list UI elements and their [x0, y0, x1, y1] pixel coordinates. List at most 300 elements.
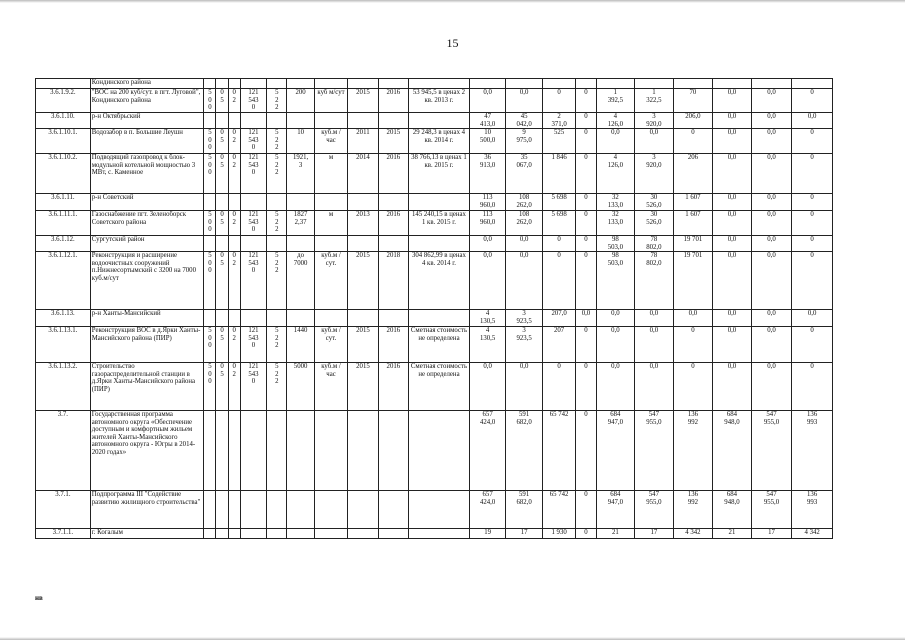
cell-code-4	[240, 113, 266, 129]
cell-code-3	[228, 113, 240, 129]
cell-unit: куб.м / час	[314, 129, 347, 154]
table-row	[36, 154, 833, 194]
cell-row-number: 3.6.1.12.	[36, 236, 91, 252]
cell-value-5: 4 126,0	[596, 154, 635, 194]
cell-value-3: 65 742	[542, 491, 575, 529]
cell-row-number: 3.6.1.12.1.	[36, 252, 91, 310]
cell-row-name: Сургутский район	[90, 236, 204, 252]
cell-value-5: 21	[596, 529, 635, 539]
cell-value-10: 0	[792, 154, 833, 194]
cell-year-start	[348, 411, 378, 491]
cell-code-2: 0 5	[216, 211, 228, 236]
cell-code-4	[240, 236, 266, 252]
cell-year-start	[348, 236, 378, 252]
cell-year-start	[348, 194, 378, 211]
cell-estimated-cost	[409, 194, 470, 211]
cell-year-end	[378, 113, 408, 129]
cell-value-7: 0	[673, 363, 713, 411]
cell-value-6: 17	[635, 529, 674, 539]
cell-unit: м	[314, 211, 347, 236]
cell-unit: м	[314, 154, 347, 194]
cell-year-end: 2016	[378, 327, 408, 363]
table-row	[36, 529, 833, 539]
cell-year-end	[378, 79, 408, 89]
cell-year-end	[378, 236, 408, 252]
cell-value-9: 0,0	[751, 154, 792, 194]
cell-value-9: 0,0	[751, 89, 792, 113]
cell-row-name: Реконструкция и расширение водоочистных сооружений п.Нижнесортымский с 3200 на 7000 куб.м/сут	[90, 252, 204, 310]
cell-value-6: 30 526,0	[635, 211, 674, 236]
cell-capacity: 5000	[287, 363, 314, 411]
cell-row-number: 3.6.1.11.1.	[36, 211, 91, 236]
cell-estimated-cost: 29 248,3 в ценах 4 кв. 2014 г.	[409, 129, 470, 154]
cell-capacity: до 7000	[287, 252, 314, 310]
cell-value-1: 0,0	[469, 363, 506, 411]
cell-value-2: 591 682,0	[506, 411, 543, 491]
cell-value-5: 32 133,0	[596, 211, 635, 236]
cell-value-3: 1 846	[542, 154, 575, 194]
cell-value-10: 136 993	[792, 491, 833, 529]
cell-value-7: 0	[673, 129, 713, 154]
cell-row-number: 3.6.1.11.	[36, 194, 91, 211]
table-row	[36, 113, 833, 129]
cell-unit	[314, 491, 347, 529]
cell-value-4: 0	[576, 252, 596, 310]
cell-code-1: 5 0 0	[204, 363, 216, 411]
cell-value-3: 1 930	[542, 529, 575, 539]
cell-row-name: р-н Октябрьский	[90, 113, 204, 129]
cell-capacity	[287, 236, 314, 252]
cell-unit: куб.м / сут.	[314, 327, 347, 363]
table-row	[36, 363, 833, 411]
cell-capacity	[287, 310, 314, 327]
cell-value-2	[506, 79, 543, 89]
cell-value-8: 0,0	[713, 129, 752, 154]
cell-value-9: 0,0	[751, 252, 792, 310]
cell-value-8: 0,0	[713, 211, 752, 236]
cell-value-10: 0	[792, 129, 833, 154]
cell-capacity: 1827 2,37	[287, 211, 314, 236]
cell-code-4: 121 543 0	[240, 252, 266, 310]
cell-estimated-cost	[409, 79, 470, 89]
cell-code-1	[204, 529, 216, 539]
cell-row-name: р-н Советский	[90, 194, 204, 211]
cell-value-7: 1 607	[673, 194, 713, 211]
cell-row-number	[36, 79, 91, 89]
cell-year-end	[378, 411, 408, 491]
cell-code-2	[216, 491, 228, 529]
cell-code-1	[204, 113, 216, 129]
cell-value-5: 4 126,0	[596, 113, 635, 129]
cell-value-7: 4 342	[673, 529, 713, 539]
cell-year-end	[378, 529, 408, 539]
cell-row-number: 3.6.1.13.2.	[36, 363, 91, 411]
table-row	[36, 79, 833, 89]
cell-row-name: Подпрограмма III "Содействие развитию жилищного строительства"	[90, 491, 204, 529]
cell-row-name: Подводящий газопровод к блок-модульной котельной мощностью 3 МВт, с. Каменное	[90, 154, 204, 194]
cell-unit: куб.м / час	[314, 363, 347, 411]
cell-value-7: 0,0	[673, 310, 713, 327]
cell-capacity: 1440	[287, 327, 314, 363]
cell-year-start	[348, 529, 378, 539]
cell-value-10: 4 342	[792, 529, 833, 539]
cell-value-2: 3 923,5	[506, 310, 543, 327]
table-row	[36, 194, 833, 211]
cell-code-5: 5 2 2	[267, 327, 287, 363]
cell-code-3: 0 2	[228, 89, 240, 113]
cell-code-1: 5 0 0	[204, 154, 216, 194]
cell-estimated-cost	[409, 529, 470, 539]
cell-value-4: 0	[576, 363, 596, 411]
cell-code-5: 5 2 2	[267, 89, 287, 113]
cell-value-2: 108 262,0	[506, 194, 543, 211]
cell-code-4	[240, 79, 266, 89]
cell-value-8: 0,0	[713, 252, 752, 310]
cell-code-3: 0 2	[228, 363, 240, 411]
cell-value-10: 0	[792, 252, 833, 310]
cell-value-4: 0	[576, 491, 596, 529]
cell-estimated-cost: 304 862,99 в ценах 4 кв. 2014 г.	[409, 252, 470, 310]
cell-row-name: Реконструкция ВОС в д.Ярки Ханты-Мансийского района (ПИР)	[90, 327, 204, 363]
cell-row-name: Государственная программа автономного округа «Обеспечение доступным и комфортным жильем жителей Ханты-Мансийского автономного округа - Югры в 2014-2020 годах»	[90, 411, 204, 491]
cell-unit	[314, 79, 347, 89]
cell-value-1: 113 960,0	[469, 211, 506, 236]
cell-code-5	[267, 310, 287, 327]
cell-value-9: 0,0	[751, 327, 792, 363]
cell-value-10: 0	[792, 211, 833, 236]
cell-code-4	[240, 491, 266, 529]
cell-value-8: 0,0	[713, 154, 752, 194]
cell-value-8	[713, 79, 752, 89]
cell-row-name: Кондинского района	[90, 79, 204, 89]
cell-value-6: 30 526,0	[635, 194, 674, 211]
cell-value-10: 0	[792, 363, 833, 411]
cell-value-10: 0	[792, 327, 833, 363]
cell-value-6: 78 802,0	[635, 252, 674, 310]
cell-row-number: 3.7.1.1.	[36, 529, 91, 539]
cell-value-1: 0,0	[469, 252, 506, 310]
cell-estimated-cost: Сметная стоимость не определена	[409, 327, 470, 363]
cell-value-8: 0,0	[713, 89, 752, 113]
cell-value-7: 136 992	[673, 411, 713, 491]
cell-code-2	[216, 310, 228, 327]
cell-capacity	[287, 411, 314, 491]
cell-estimated-cost: Сметная стоимость не определена	[409, 363, 470, 411]
cell-value-7: 19 701	[673, 236, 713, 252]
cell-year-end	[378, 491, 408, 529]
cell-row-number: 3.6.1.10.	[36, 113, 91, 129]
cell-code-5	[267, 491, 287, 529]
cell-unit	[314, 113, 347, 129]
cell-value-3: 0	[542, 236, 575, 252]
cell-code-4: 121 543 0	[240, 211, 266, 236]
cell-value-6: 78 802,0	[635, 236, 674, 252]
cell-code-2	[216, 236, 228, 252]
cell-year-start: 2013	[348, 211, 378, 236]
cell-value-8: 684 948,0	[713, 411, 752, 491]
cell-value-2: 35 067,0	[506, 154, 543, 194]
cell-value-10: 0	[792, 89, 833, 113]
cell-code-1: 5 0 0	[204, 327, 216, 363]
cell-value-2: 0,0	[506, 236, 543, 252]
cell-value-2: 17	[506, 529, 543, 539]
cell-year-end: 2016	[378, 154, 408, 194]
cell-code-1	[204, 194, 216, 211]
cell-value-9: 0,0	[751, 363, 792, 411]
cell-capacity	[287, 79, 314, 89]
cell-capacity	[287, 529, 314, 539]
cell-unit	[314, 310, 347, 327]
cell-value-10: 136 993	[792, 411, 833, 491]
cell-value-4: 0	[576, 327, 596, 363]
cell-value-4: 0,0	[576, 310, 596, 327]
cell-value-1: 0,0	[469, 236, 506, 252]
cell-value-8: 0,0	[713, 236, 752, 252]
cell-code-2: 0 5	[216, 327, 228, 363]
cell-row-name: Водозабор в п. Большие Леушн	[90, 129, 204, 154]
cell-row-number: 3.6.1.10.1.	[36, 129, 91, 154]
cell-value-7: 136 992	[673, 491, 713, 529]
cell-code-4	[240, 529, 266, 539]
footer-mark: нв	[35, 594, 43, 602]
cell-code-3	[228, 411, 240, 491]
cell-code-3: 0 2	[228, 211, 240, 236]
cell-code-4	[240, 310, 266, 327]
cell-code-1	[204, 411, 216, 491]
cell-value-8: 0,0	[713, 327, 752, 363]
cell-value-5: 98 503,0	[596, 252, 635, 310]
cell-value-7: 206,0	[673, 113, 713, 129]
cell-code-2: 0 5	[216, 89, 228, 113]
cell-value-3: 0	[542, 89, 575, 113]
cell-value-4	[576, 79, 596, 89]
cell-row-number: 3.6.1.13.1.	[36, 327, 91, 363]
cell-year-end: 2016	[378, 363, 408, 411]
cell-code-1: 5 0 0	[204, 252, 216, 310]
cell-value-1: 36 913,0	[469, 154, 506, 194]
cell-unit	[314, 236, 347, 252]
cell-code-1: 5 0 0	[204, 129, 216, 154]
cell-value-3: 2 371,0	[542, 113, 575, 129]
cell-estimated-cost: 145 240,15 в ценах 1 кв. 2015 г.	[409, 211, 470, 236]
cell-estimated-cost	[409, 113, 470, 129]
cell-estimated-cost: 53 945,5 в ценах 2 кв. 2013 г.	[409, 89, 470, 113]
cell-capacity	[287, 491, 314, 529]
cell-value-2: 108 262,0	[506, 211, 543, 236]
cell-value-1: 4 130,5	[469, 327, 506, 363]
cell-value-2: 0,0	[506, 89, 543, 113]
cell-row-name: р-н Ханты-Мансийский	[90, 310, 204, 327]
cell-estimated-cost	[409, 411, 470, 491]
cell-value-5: 0,0	[596, 327, 635, 363]
cell-value-5: 684 947,0	[596, 411, 635, 491]
cell-year-start	[348, 79, 378, 89]
cell-code-4: 121 543 0	[240, 363, 266, 411]
cell-year-end: 2016	[378, 89, 408, 113]
cell-capacity: 10	[287, 129, 314, 154]
cell-code-3: 0 2	[228, 252, 240, 310]
cell-code-4: 121 543 0	[240, 89, 266, 113]
cell-code-5	[267, 236, 287, 252]
cell-value-5: 0,0	[596, 363, 635, 411]
cell-value-4: 0	[576, 154, 596, 194]
table-row	[36, 211, 833, 236]
cell-value-8: 21	[713, 529, 752, 539]
cell-value-1: 0,0	[469, 89, 506, 113]
table-row	[36, 252, 833, 310]
cell-year-end: 2015	[378, 129, 408, 154]
cell-code-1	[204, 491, 216, 529]
cell-value-2: 9 975,0	[506, 129, 543, 154]
cell-year-start	[348, 491, 378, 529]
cell-code-5: 5 2 2	[267, 211, 287, 236]
cell-row-name: Строительство газораспределительной станции в д.Ярки Ханты-Мансийского района (ПИР)	[90, 363, 204, 411]
cell-row-name: "ВОС на 200 куб/сут. в пгт. Луговой", Кондинского района	[90, 89, 204, 113]
cell-code-4	[240, 194, 266, 211]
cell-value-3: 5 698	[542, 211, 575, 236]
cell-code-1	[204, 310, 216, 327]
cell-capacity	[287, 113, 314, 129]
cell-value-7	[673, 79, 713, 89]
cell-value-4: 0	[576, 529, 596, 539]
cell-value-4: 0	[576, 129, 596, 154]
table-row	[36, 411, 833, 491]
cell-value-6: 547 955,0	[635, 491, 674, 529]
cell-value-6: 1 322,5	[635, 89, 674, 113]
cell-code-2	[216, 411, 228, 491]
cell-year-end: 2016	[378, 211, 408, 236]
cell-code-4	[240, 411, 266, 491]
cell-year-end	[378, 310, 408, 327]
cell-value-5: 98 503,0	[596, 236, 635, 252]
cell-year-start	[348, 113, 378, 129]
cell-code-2	[216, 529, 228, 539]
cell-code-2: 0 5	[216, 363, 228, 411]
cell-code-5	[267, 194, 287, 211]
cell-code-1	[204, 79, 216, 89]
cell-code-5: 5 2 2	[267, 363, 287, 411]
cell-code-3	[228, 491, 240, 529]
cell-value-1: 4 130,5	[469, 310, 506, 327]
cell-year-start: 2015	[348, 89, 378, 113]
table-row	[36, 310, 833, 327]
cell-value-2: 591 682,0	[506, 491, 543, 529]
cell-value-9: 547 955,0	[751, 491, 792, 529]
cell-value-7: 19 701	[673, 252, 713, 310]
cell-code-2	[216, 194, 228, 211]
cell-value-6: 0,0	[635, 310, 674, 327]
cell-code-5: 5 2 2	[267, 154, 287, 194]
cell-code-1	[204, 236, 216, 252]
cell-value-1: 10 500,0	[469, 129, 506, 154]
cell-capacity	[287, 194, 314, 211]
cell-value-5: 32 133,0	[596, 194, 635, 211]
cell-code-2: 0 5	[216, 129, 228, 154]
cell-code-1: 5 0 0	[204, 211, 216, 236]
cell-value-10: 0	[792, 194, 833, 211]
cell-value-7: 206	[673, 154, 713, 194]
cell-value-2: 3 923,5	[506, 327, 543, 363]
cell-value-3: 525	[542, 129, 575, 154]
cell-code-2	[216, 113, 228, 129]
cell-value-8: 0,0	[713, 310, 752, 327]
cell-value-9: 0,0	[751, 194, 792, 211]
cell-value-6: 0,0	[635, 363, 674, 411]
cell-code-3	[228, 194, 240, 211]
cell-value-5: 0,0	[596, 129, 635, 154]
cell-code-5	[267, 79, 287, 89]
cell-value-6: 0,0	[635, 129, 674, 154]
cell-value-4: 0	[576, 411, 596, 491]
cell-value-10	[792, 79, 833, 89]
cell-capacity: 1921, 3	[287, 154, 314, 194]
table-row	[36, 89, 833, 113]
cell-value-6: 547 955,0	[635, 411, 674, 491]
cell-value-4: 0	[576, 211, 596, 236]
cell-value-9	[751, 79, 792, 89]
cell-value-4: 0	[576, 89, 596, 113]
cell-row-number: 3.6.1.10.2.	[36, 154, 91, 194]
cell-value-2: 45 042,0	[506, 113, 543, 129]
cell-year-end: 2018	[378, 252, 408, 310]
cell-code-5	[267, 529, 287, 539]
cell-code-2: 0 5	[216, 154, 228, 194]
cell-code-1: 5 0 0	[204, 89, 216, 113]
cell-value-3	[542, 79, 575, 89]
cell-value-8: 0,0	[713, 363, 752, 411]
cell-value-1: 657 424,0	[469, 411, 506, 491]
cell-row-number: 3.7.1.	[36, 491, 91, 529]
cell-value-9: 17	[751, 529, 792, 539]
cell-value-10: 0,0	[792, 310, 833, 327]
cell-value-10: 0	[792, 236, 833, 252]
cell-value-1: 657 424,0	[469, 491, 506, 529]
scan-edge-top	[0, 0, 905, 3]
cell-code-3: 0 2	[228, 129, 240, 154]
cell-row-number: 3.7.	[36, 411, 91, 491]
cell-code-5: 5 2 2	[267, 252, 287, 310]
cell-unit: куб м/сут	[314, 89, 347, 113]
cell-value-3: 65 742	[542, 411, 575, 491]
cell-year-end	[378, 194, 408, 211]
cell-value-1: 19	[469, 529, 506, 539]
cell-value-9: 0,0	[751, 236, 792, 252]
cell-value-6: 3 920,0	[635, 154, 674, 194]
cell-row-name: г. Когалым	[90, 529, 204, 539]
cell-row-number: 3.6.1.9.2.	[36, 89, 91, 113]
investment-table	[35, 78, 833, 539]
cell-code-3	[228, 236, 240, 252]
cell-value-2: 0,0	[506, 252, 543, 310]
cell-value-8: 684 948,0	[713, 491, 752, 529]
cell-code-4: 121 543 0	[240, 327, 266, 363]
page-number: 15	[446, 36, 459, 50]
cell-value-3: 207,0	[542, 310, 575, 327]
cell-unit	[314, 411, 347, 491]
cell-value-1	[469, 79, 506, 89]
cell-value-7: 0	[673, 327, 713, 363]
cell-value-8: 0,0	[713, 113, 752, 129]
cell-row-number: 3.6.1.13.	[36, 310, 91, 327]
cell-value-9: 547 955,0	[751, 411, 792, 491]
cell-unit: куб.м / сут.	[314, 252, 347, 310]
cell-value-4: 0	[576, 236, 596, 252]
cell-value-3: 207	[542, 327, 575, 363]
cell-value-9: 0,0	[751, 113, 792, 129]
cell-code-4: 121 543 0	[240, 154, 266, 194]
cell-value-5: 0,0	[596, 310, 635, 327]
cell-code-3	[228, 79, 240, 89]
